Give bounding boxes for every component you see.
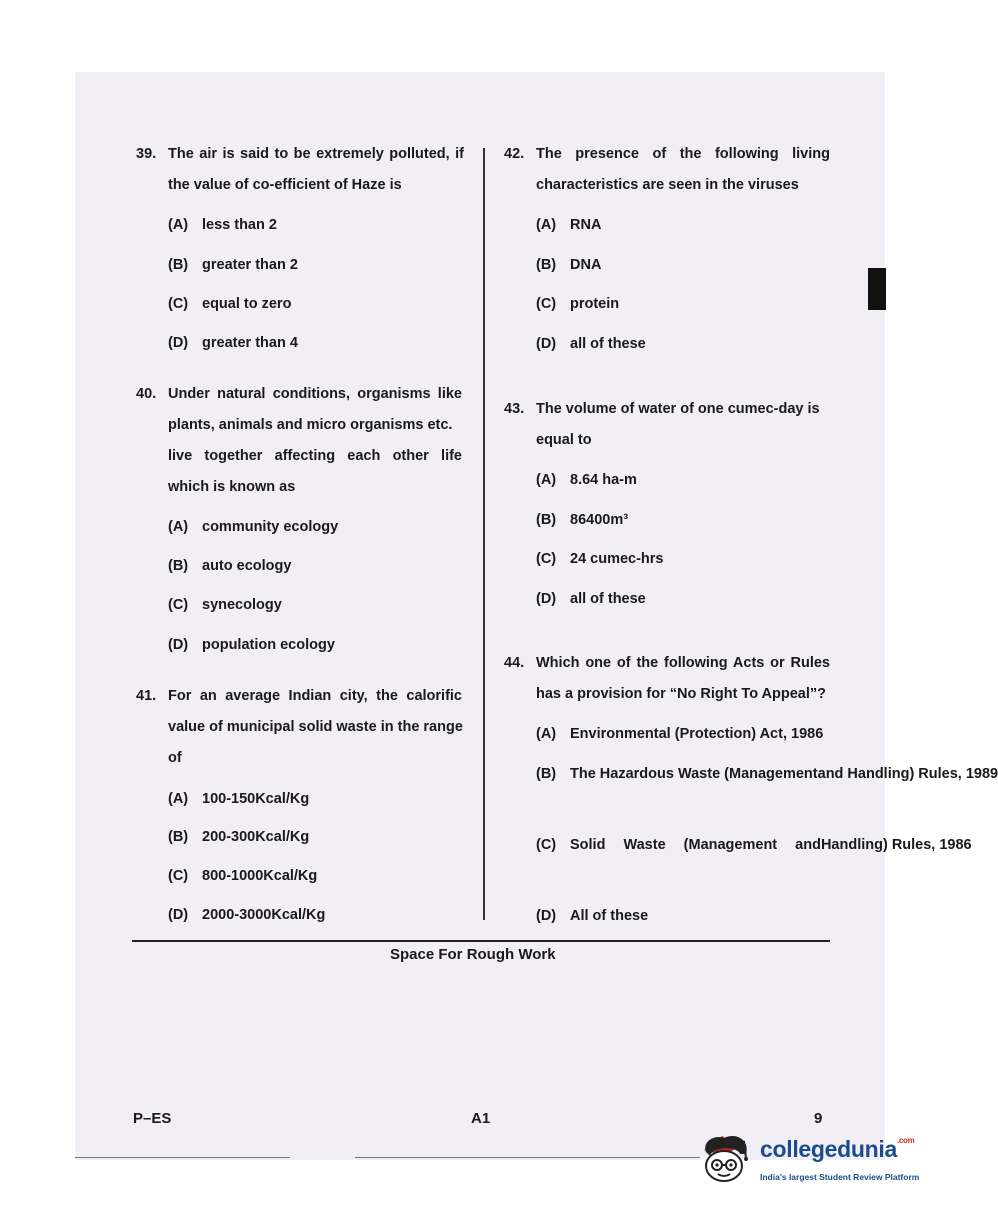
quoted-phrase: “No Right To Appeal”? — [669, 686, 827, 702]
option-label: (B) — [536, 766, 557, 782]
option-text: auto ecology — [202, 558, 292, 574]
question-text-line: which is known as — [168, 479, 296, 495]
question-number: 41. — [136, 688, 157, 704]
option-44d — [536, 901, 648, 932]
option-label: (C) — [536, 296, 557, 312]
option-text: 800-1000Kcal/Kg — [202, 868, 318, 884]
question-text-line — [536, 679, 830, 710]
logo-tagline: India's largest Student Review Platform — [760, 1172, 920, 1182]
option-text: less than 2 — [202, 217, 277, 233]
question-text-line: live together affecting each other life — [168, 448, 462, 464]
option-label: (B) — [536, 257, 557, 273]
option-41c — [168, 861, 317, 892]
option-label: (A) — [168, 217, 189, 233]
option-label: (A) — [168, 519, 189, 535]
option-40c — [168, 590, 282, 621]
logo-suffix: .com — [896, 1136, 915, 1145]
option-text: community ecology — [202, 519, 339, 535]
question-44 — [504, 648, 830, 710]
option-text: greater than 2 — [202, 257, 298, 273]
question-text-line: The presence of the following living — [536, 146, 830, 162]
question-text-line: plants, animals and micro organisms etc. — [168, 417, 453, 433]
option-text: equal to zero — [202, 296, 292, 312]
question-number: 44. — [504, 655, 525, 671]
footer-line — [75, 1157, 290, 1158]
option-43a — [536, 465, 637, 496]
option-label: (D) — [168, 907, 189, 923]
question-text-line: value of municipal solid waste in the range — [168, 719, 463, 735]
option-text: protein — [570, 296, 620, 312]
option-43c — [536, 544, 664, 575]
option-text: 24 cumec-hrs — [570, 551, 664, 567]
option-text: 100-150Kcal/Kg — [202, 791, 310, 807]
option-text-line: The Hazardous Waste (Management — [570, 766, 818, 782]
option-39c — [168, 289, 291, 320]
column-divider — [483, 148, 485, 920]
question-text-line: The volume of water of one cumec-day is — [536, 401, 820, 417]
option-label: (C) — [536, 837, 557, 853]
registration-mark — [868, 268, 886, 310]
option-label: (D) — [168, 335, 189, 351]
student-mascot-icon — [700, 1128, 756, 1188]
option-text: DNA — [570, 257, 602, 273]
option-44a — [536, 719, 823, 750]
page-number: 9 — [814, 1110, 823, 1127]
question-text-line: the value of co-efficient of Haze is — [168, 177, 402, 193]
question-41 — [136, 681, 462, 774]
option-label: (D) — [536, 908, 557, 924]
option-40b — [168, 551, 291, 582]
option-text: 200-300Kcal/Kg — [202, 829, 310, 845]
option-42c — [536, 289, 619, 320]
option-label: (C) — [168, 296, 189, 312]
option-42a — [536, 210, 601, 241]
option-text: all of these — [570, 591, 646, 607]
option-label: (D) — [536, 591, 557, 607]
option-label: (B) — [168, 257, 189, 273]
option-39b — [168, 250, 298, 281]
option-42d — [536, 329, 646, 360]
section-rule — [132, 940, 830, 942]
option-label: (B) — [168, 558, 189, 574]
option-text-line: and Handling) Rules, 1989 — [817, 766, 998, 782]
footer-line — [355, 1157, 700, 1158]
option-40a — [168, 512, 338, 543]
option-label: (B) — [168, 829, 189, 845]
option-44c — [536, 830, 972, 861]
option-text: All of these — [570, 908, 649, 924]
question-43 — [504, 394, 830, 456]
option-label: (D) — [168, 637, 189, 653]
option-text: RNA — [570, 217, 602, 233]
option-43d — [536, 584, 646, 615]
option-label: (A) — [536, 726, 557, 742]
option-label: (A) — [536, 472, 557, 488]
question-text-prefix: has a provision for — [536, 686, 670, 702]
option-text: population ecology — [202, 637, 335, 653]
option-text: Environmental (Protection) Act, 1986 — [570, 726, 824, 742]
question-number: 43. — [504, 401, 525, 417]
option-text: 2000-3000Kcal/Kg — [202, 907, 326, 923]
question-text-line: Which one of the following Acts or Rules — [536, 655, 830, 671]
question-text-line: The air is said to be extremely polluted, if — [168, 146, 464, 162]
option-39a — [168, 210, 277, 241]
logo-wordmark — [760, 1136, 914, 1163]
option-41b — [168, 822, 309, 853]
option-42b — [536, 250, 601, 281]
footer-paper-code: P–ES — [133, 1110, 172, 1127]
question-39 — [136, 139, 464, 201]
option-label: (C) — [168, 868, 189, 884]
rough-work-heading: Space For Rough Work — [390, 946, 556, 963]
collegedunia-logo — [700, 1128, 930, 1190]
logo-name: collegedunia — [760, 1136, 897, 1162]
option-text-line: Handling) Rules, 1986 — [820, 837, 972, 853]
option-text: all of these — [570, 336, 646, 352]
option-label: (C) — [536, 551, 557, 567]
option-39d — [168, 328, 298, 359]
option-label: (A) — [536, 217, 557, 233]
option-44b — [536, 759, 998, 790]
option-label: (A) — [168, 791, 189, 807]
option-label: (C) — [168, 597, 189, 613]
option-text: 8.64 ha-m — [570, 472, 637, 488]
question-number: 40. — [136, 386, 157, 402]
option-text: synecology — [202, 597, 282, 613]
option-label: (B) — [536, 512, 557, 528]
footer-booklet-series: A1 — [471, 1110, 491, 1127]
question-text-line: For an average Indian city, the calorific — [168, 688, 462, 704]
option-41a — [168, 784, 309, 815]
question-number: 42. — [504, 146, 525, 162]
question-text-line: characteristics are seen in the viruses — [536, 177, 799, 193]
option-text: 86400m³ — [570, 512, 629, 528]
option-text: greater than 4 — [202, 335, 298, 351]
option-label: (D) — [536, 336, 557, 352]
question-text-line: of — [168, 750, 182, 766]
option-40d — [168, 630, 335, 661]
question-text-line: Under natural conditions, organisms like — [168, 386, 462, 402]
question-42 — [504, 139, 830, 201]
question-number: 39. — [136, 146, 157, 162]
question-40 — [136, 379, 462, 503]
option-text-line: Solid Waste (Management and — [570, 837, 821, 853]
option-43b — [536, 505, 628, 536]
question-text-line: equal to — [536, 432, 592, 448]
option-41d — [168, 900, 325, 931]
